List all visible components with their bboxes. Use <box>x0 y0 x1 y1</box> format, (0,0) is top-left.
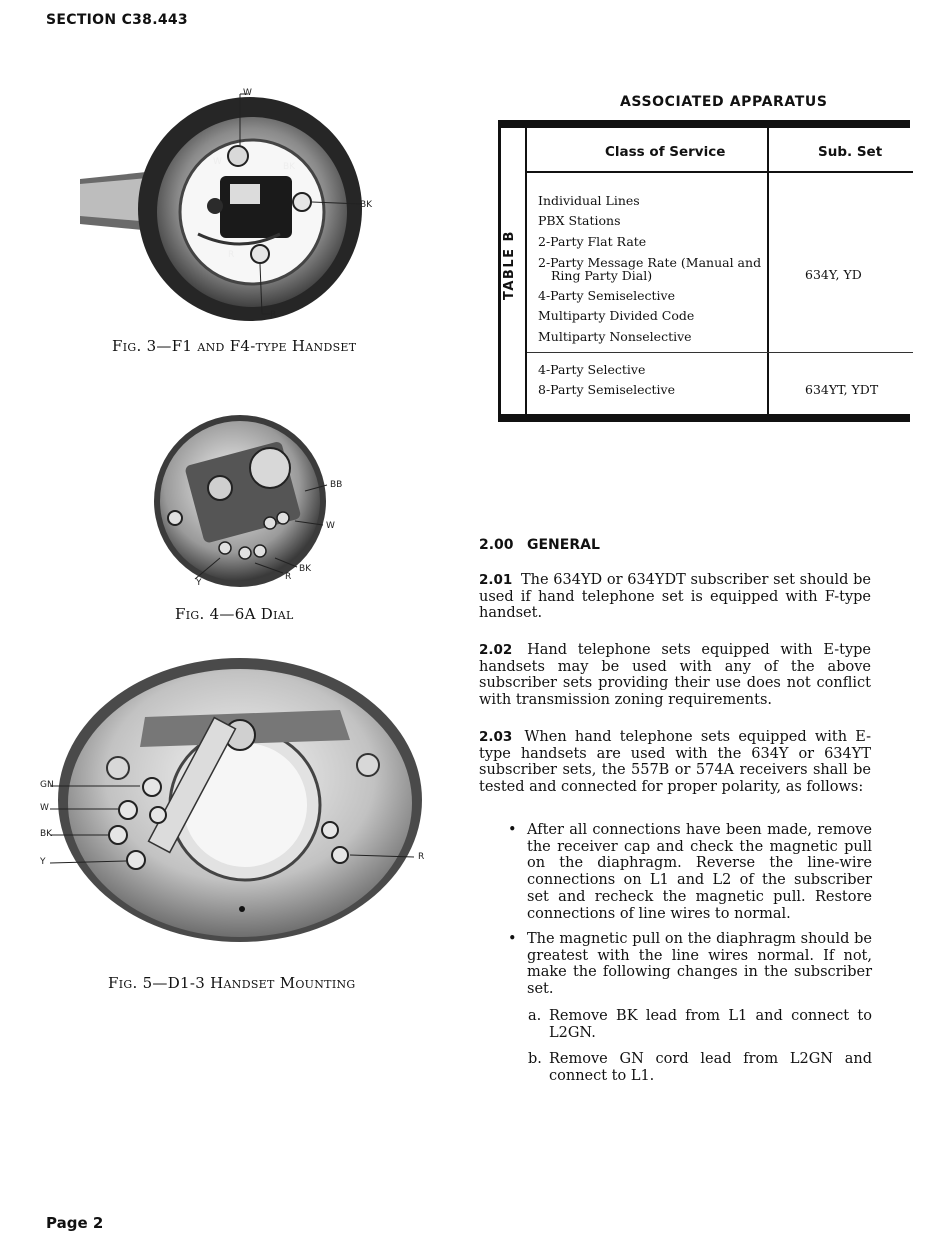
fig4-dial-photo <box>145 413 345 593</box>
paragraph-text: Hand telephone sets equipped with E-type handsets may be used with any of the above subscriber sets providing their use does not conflict with transmission zoning requirements. <box>479 642 871 709</box>
bullet-symbol: • <box>508 931 517 947</box>
sub-item-label: b. <box>528 1051 542 1067</box>
sub-item-text: Remove BK lead from L1 and connect to L2GN. <box>549 1008 872 1041</box>
fig4-callout-bb: BB <box>330 480 343 490</box>
table-row: Ring Party Dial) <box>551 268 653 283</box>
table-row: PBX Stations <box>538 213 621 228</box>
fig5-mounting-photo <box>40 655 430 950</box>
table-title: ASSOCIATED APPARATUS <box>620 94 828 110</box>
fig4-callout-bk: BK <box>299 564 312 574</box>
paragraph-2-03 <box>479 729 871 796</box>
fig3-callout-w: W <box>243 88 252 98</box>
bullet-item <box>510 822 872 922</box>
section-heading-number: 2.00 <box>479 537 514 553</box>
table-row: Multiparty Nonselective <box>538 329 692 344</box>
sub-set-value: 634YT, YDT <box>805 382 879 397</box>
page-number: Page 2 <box>46 1214 104 1232</box>
paragraph-number: 2.01 <box>479 572 513 588</box>
fig3-inner-bk: BK <box>283 162 296 172</box>
table-group-rule <box>527 352 913 353</box>
table-row: Individual Lines <box>538 193 640 208</box>
table-row: 8-Party Semiselective <box>538 382 676 397</box>
header-class-of-service: Class of Service <box>605 144 726 160</box>
paragraph-2-02 <box>479 642 871 709</box>
sub-item-label: a. <box>528 1008 542 1024</box>
paragraph-number: 2.03 <box>479 729 513 745</box>
section-heading: GENERAL <box>527 537 600 553</box>
section-header: SECTION C38.443 <box>46 12 188 28</box>
fig3-callout-r: R <box>270 310 277 320</box>
table-header-rule <box>527 171 913 173</box>
table-row: 2-Party Flat Rate <box>538 234 647 249</box>
paragraph-text: When hand telephone sets equipped with E-type handsets are used with the 634Y or 634YT subscriber sets, the 557B or 574A receivers shall be tested and connected for proper polarity, as follows: <box>479 729 872 796</box>
table-row: Multiparty Divided Code <box>538 308 695 323</box>
fig5-callout-r: R <box>418 852 425 862</box>
sub-item-a <box>528 1008 872 1041</box>
sub-set-value: 634Y, YD <box>805 267 862 282</box>
fig3-callout-bk: BK <box>360 200 373 210</box>
fig5-callout-gn: GN <box>40 780 54 790</box>
sub-item-text: Remove GN cord lead from L2GN and connect to L1. <box>549 1051 872 1084</box>
fig3-caption: Fig. 3—F1 and F4-type Handset <box>112 337 357 355</box>
table-row: 2-Party Message Rate (Manual and <box>538 255 762 270</box>
fig5-callout-bk: BK <box>40 829 53 839</box>
fig3-inner-r: R <box>228 250 235 260</box>
fig5-caption: Fig. 5—D1-3 Handset Mounting <box>108 974 356 992</box>
paragraph-text: The 634YD or 634YDT subscriber set should be used if hand telephone set is equipped with F-type handset. <box>479 572 872 622</box>
table-row: 4-Party Selective <box>538 362 646 377</box>
fig4-caption: Fig. 4—6A Dial <box>175 605 294 623</box>
fig4-callout-r: R <box>285 572 292 582</box>
sub-item-b <box>528 1051 872 1084</box>
paragraph-2-01 <box>479 572 871 622</box>
fig5-callout-w: W <box>40 803 49 813</box>
bullet-symbol: • <box>508 822 517 838</box>
fig5-callout-y: Y <box>40 857 46 867</box>
fig4-callout-w: W <box>326 521 335 531</box>
fig3-handset-photo <box>80 84 400 334</box>
bullet-item <box>510 931 872 998</box>
header-sub-set: Sub. Set <box>818 144 883 160</box>
fig3-inner-w: W <box>213 157 222 167</box>
table-label: TABLE B <box>502 230 517 300</box>
paragraph-number: 2.02 <box>479 642 513 658</box>
bullet-text: After all connections have been made, remove the receiver cap and check the magnetic pull on the diaphragm. Reverse the line-wire connections on L1 and L2 of the subscriber set and recheck the magnetic pull. Restore connections of line wires to normal. <box>527 822 872 922</box>
fig4-callout-y: Y <box>196 578 202 588</box>
bullet-text: The magnetic pull on the diaphragm should be greatest with the line wires normal. If not, make the following changes in the subscriber set. <box>527 931 872 998</box>
table-row: 4-Party Semiselective <box>538 288 676 303</box>
